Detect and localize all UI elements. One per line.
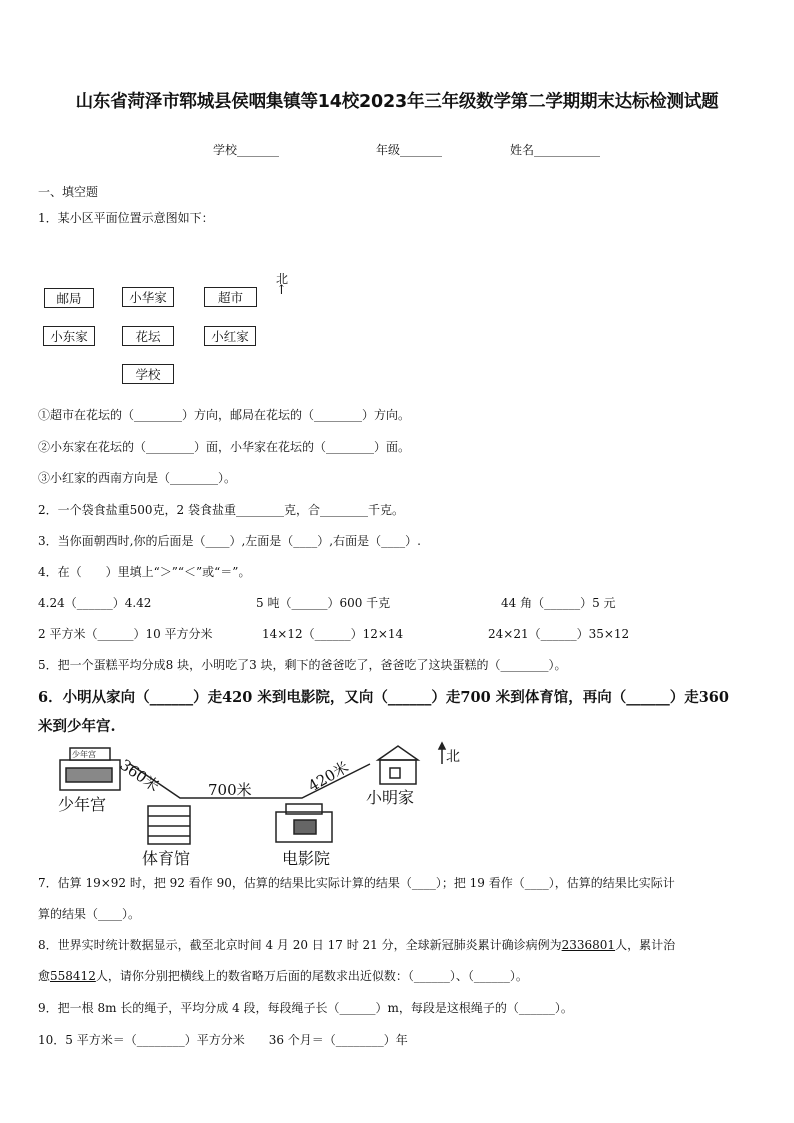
map-box-school: 学校 xyxy=(122,364,174,384)
label-north: 北 xyxy=(446,749,460,765)
map-box-garden: 花坛 xyxy=(122,326,174,346)
q5: 5．把一个蛋糕平均分成8 块，小明吃了3 块，剩下的爸爸吃了，爸爸吃了这块蛋糕的（________）。 xyxy=(38,658,567,672)
map-box-xiaodong: 小东家 xyxy=(43,326,95,346)
q4-r1-c1: 4.24（______）4.42 xyxy=(38,596,152,610)
page-title: 山东省菏泽市郓城县侯咽集镇等14校2023年三年级数学第二学期期末达标检测试题 xyxy=(75,92,719,112)
q4-stem: 4．在（ ）里填上“＞”“＜”或“＝”。 xyxy=(38,565,251,579)
q4-r1-c2: 5 吨（______）600 千克 xyxy=(256,596,391,610)
grade-field: 年级_______ xyxy=(376,143,443,157)
q10: 10．5 平方米＝（________）平方分米 36 个月＝（________）年 xyxy=(38,1033,408,1047)
q1-part-a: ①超市在花坛的（________）方向，邮局在花坛的（________）方向。 xyxy=(38,408,411,422)
map-box-xiaohua: 小华家 xyxy=(122,287,174,307)
q6-line2: 米到少年宫. xyxy=(38,718,116,735)
map-box-xiaohong: 小红家 xyxy=(204,326,256,346)
q4-r2-c2: 14×12（______）12×14 xyxy=(262,627,404,641)
q8-line1 xyxy=(38,936,675,953)
map-box-market: 超市 xyxy=(204,287,257,307)
map-box-post: 邮局 xyxy=(44,288,94,308)
q8-number-1: 2336801 xyxy=(561,938,616,952)
north-label: 北 xyxy=(276,272,289,286)
school-field: 学校_______ xyxy=(213,143,280,157)
q8-text-2a: 愈 xyxy=(38,969,51,983)
q2: 2．一个袋食盐重500克，2 袋食盐重________克，合________千克。 xyxy=(38,503,404,517)
q8-number-2: 558412 xyxy=(50,969,96,983)
label-360: 360米 xyxy=(116,755,163,796)
label-cinema: 电影院 xyxy=(282,849,331,868)
q8-text-1b: 人，累计治 xyxy=(615,938,676,952)
q8-line2 xyxy=(38,967,528,984)
q8-text-1a: 8．世界实时统计数据显示，截至北京时间 4 月 20 日 17 时 21 分，全球新冠肺炎累计确诊病例为 xyxy=(38,938,562,952)
section-heading: 一、填空题 xyxy=(38,185,99,199)
q4-r2-c1: 2 平方米（______）10 平方分米 xyxy=(38,627,213,641)
q1-part-c: ③小红家的西南方向是（________）。 xyxy=(38,471,237,485)
q1-part-b: ②小东家在花坛的（________）面，小华家在花坛的（________）面。 xyxy=(38,440,411,454)
north-arrow-icon: ↑ xyxy=(276,283,287,298)
youth-sign: 少年宫 xyxy=(72,750,96,759)
q9: 9．把一根 8m 长的绳子，平均分成 4 段，每段绳子长（______）m，每段是这根绳子的（______）。 xyxy=(38,1001,573,1015)
q7-line1: 7．估算 19×92 时，把 92 看作 90，估算的结果比实际计算的结果（____）；把 19 看作（____），估算的结果比实际计 xyxy=(38,876,675,890)
label-gym: 体育馆 xyxy=(142,849,191,868)
q6-line1: 6．小明从家向（______）走420 米到电影院，又向（______）走700 米到体育馆，再向（______）走360 xyxy=(38,689,729,706)
q1-stem: 1．某小区平面位置示意图如下： xyxy=(38,211,214,225)
q4-r2-c3: 24×21（______）35×12 xyxy=(488,627,630,641)
q3: 3．当你面朝西时,你的后面是（____）,左面是（____）,右面是（____）. xyxy=(38,534,421,548)
q8-text-2b: 人，请你分别把横线上的数省略万后面的尾数求出近似数：（______）、（______）。 xyxy=(95,969,528,983)
label-home: 小明家 xyxy=(366,788,415,807)
label-420: 420米 xyxy=(305,757,352,796)
q7-line2: 算的结果（____）。 xyxy=(38,907,141,921)
label-700: 700米 xyxy=(208,781,252,799)
q4-r1-c3: 44 角（______）5 元 xyxy=(501,596,616,610)
name-field: 姓名___________ xyxy=(510,143,601,157)
label-youth: 少年宫 xyxy=(58,795,107,814)
